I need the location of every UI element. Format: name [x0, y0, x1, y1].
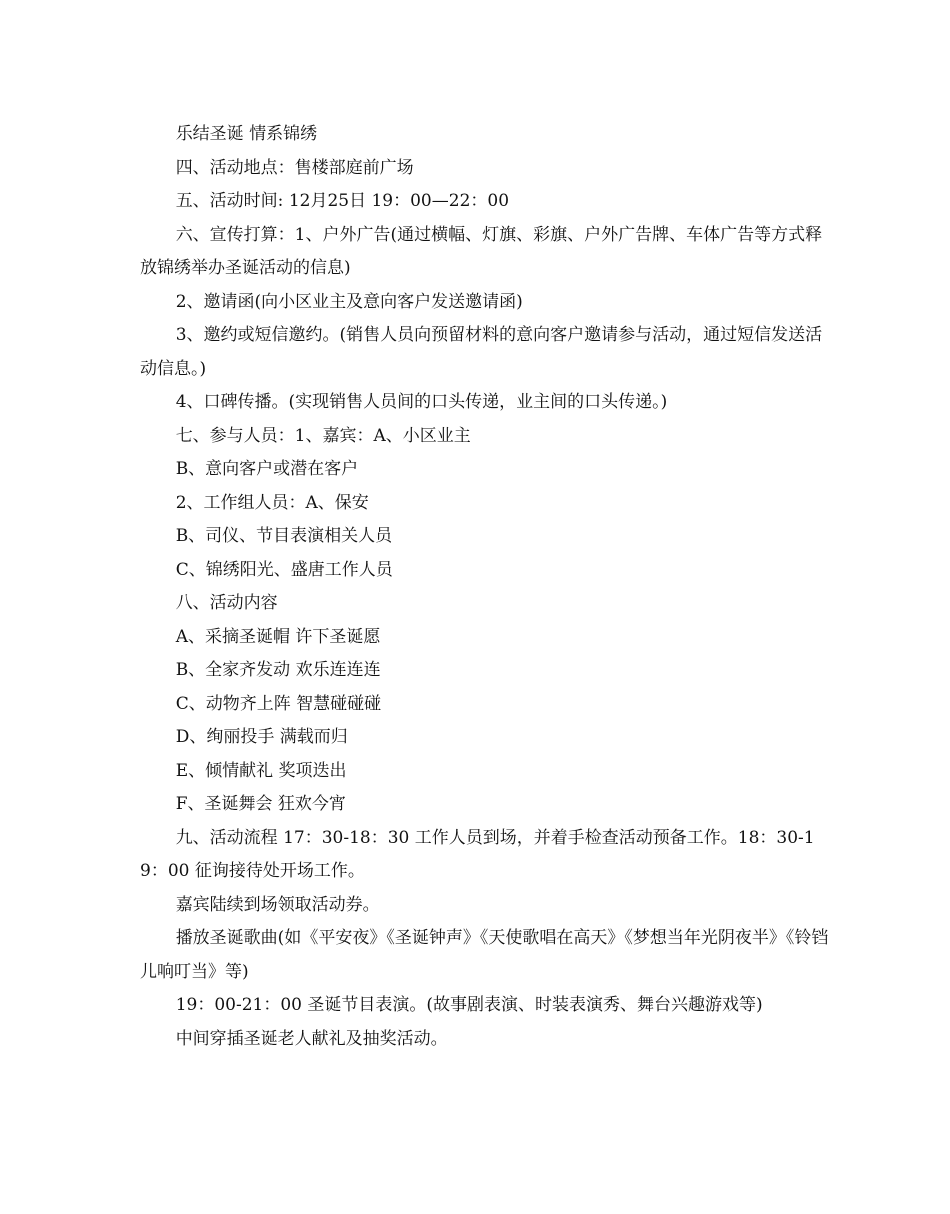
- paragraph-sms-invitation: 3、邀约或短信邀约。(销售人员向预留材料的意向客户邀请参与活动，通过短信发送活动信息。): [140, 325, 823, 379]
- paragraph-lottery: 中间穿插圣诞老人献礼及抽奖活动。: [175, 1028, 448, 1049]
- paragraph-content-c: C、动物齐上阵 智慧碰碰碰: [175, 693, 382, 714]
- paragraph-staff-b: B、司仪、节目表演相关人员: [175, 526, 393, 546]
- paragraph-participants: 七、参与人员：1、嘉宾：A、小区业主: [175, 425, 471, 446]
- paragraph-performance: 19：00-21：00 圣诞节目表演。(故事剧表演、时装表演秀、舞台兴趣游戏等): [175, 995, 763, 1015]
- paragraph-staff-c: C、锦绣阳光、盛唐工作人员: [175, 559, 393, 580]
- paragraph-staff: 2、工作组人员：A、保安: [175, 492, 369, 513]
- paragraph-location: 四、活动地点：售楼部庭前广场: [175, 157, 414, 178]
- paragraph-guests-b: B、意向客户或潜在客户: [175, 459, 359, 479]
- document-body: [140, 118, 830, 1056]
- paragraph-content-a: A、采摘圣诞帽 许下圣诞愿: [175, 626, 381, 647]
- paragraph-invitation: 2、邀请函(向小区业主及意向客户发送邀请函): [175, 291, 523, 312]
- paragraph-time: 五、活动时间: 12月25日 19：00—22：00: [175, 191, 510, 211]
- paragraph-content-b: B、全家齐发动 欢乐连连连: [175, 660, 381, 680]
- paragraph-theme: 乐结圣诞 情系锦绣: [175, 124, 318, 144]
- paragraph-content-d: D、绚丽投手 满载而归: [175, 727, 348, 747]
- paragraph-guests-arrive: 嘉宾陆续到场领取活动券。: [175, 894, 380, 915]
- paragraph-process: 九、活动流程 17：30-18：30 工作人员到场，并着手检查活动预备工作。18：30-19：00 征询接待处开场工作。: [140, 827, 815, 881]
- paragraph-word-of-mouth: 4、口碑传播。(实现销售人员间的口头传递，业主间的口头传递。): [175, 392, 668, 412]
- paragraph-promotion: 六、宣传打算：1、户外广告(通过横幅、灯旗、彩旗、户外广告牌、车体广告等方式释放锦绣举办圣诞活动的信息): [140, 224, 823, 278]
- paragraph-songs: 播放圣诞歌曲(如《平安夜》《圣诞钟声》《天使歌唱在高天》《梦想当年光阴夜半》《铃铛儿响叮当》等): [140, 928, 829, 982]
- paragraph-content-e: E、倾情献礼 奖项迭出: [175, 760, 347, 781]
- paragraph-content-f: F、圣诞舞会 狂欢今宵: [175, 794, 346, 814]
- paragraph-content-heading: 八、活动内容: [175, 593, 278, 613]
